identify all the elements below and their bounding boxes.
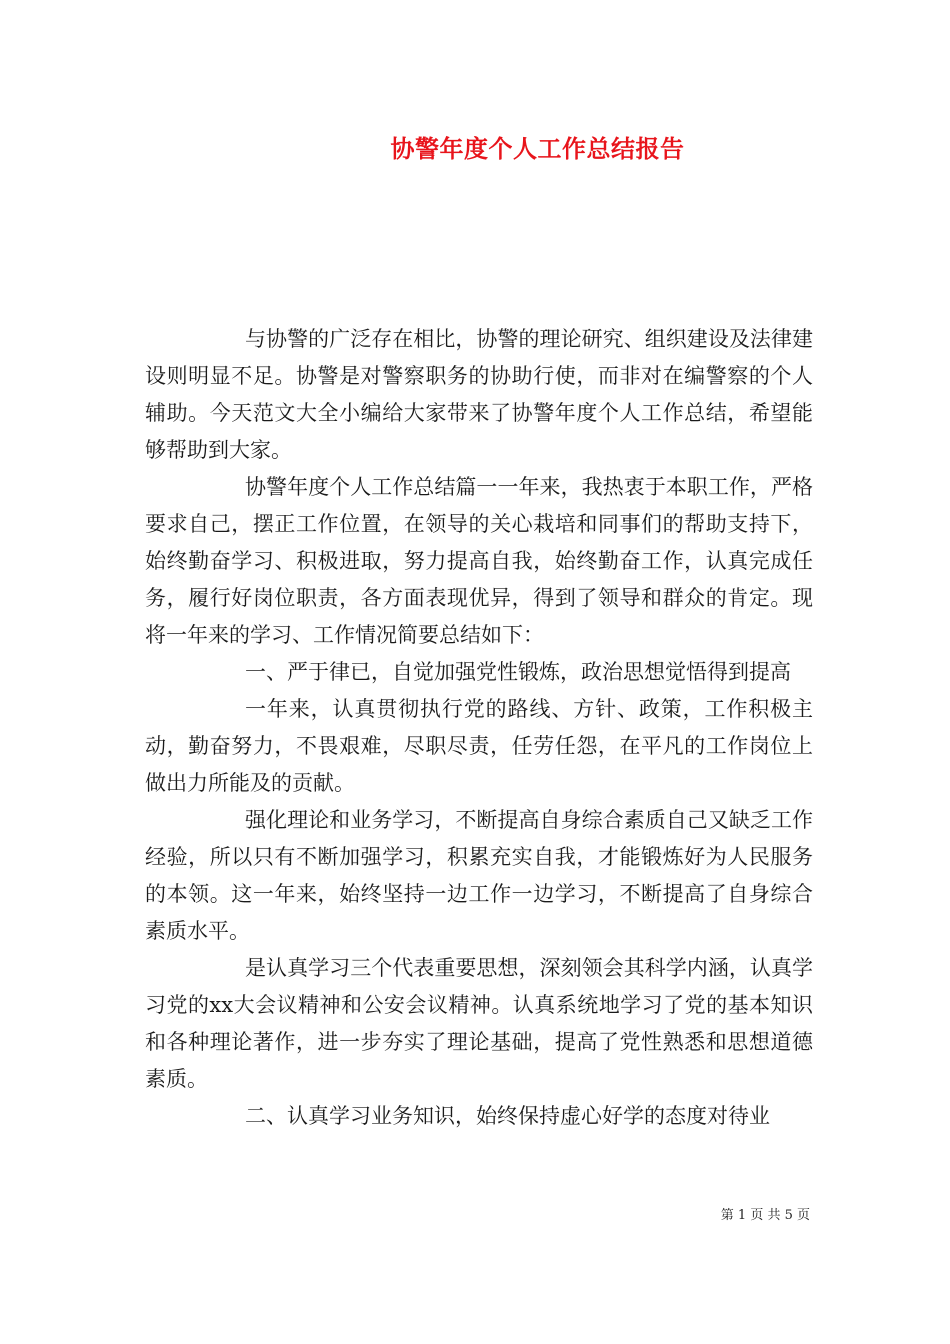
document-title: 协警年度个人工作总结报告	[390, 134, 685, 163]
page-number-footer: 第 1 页 共 5 页	[720, 1208, 810, 1223]
document-body	[145, 321, 813, 1135]
paragraph: 是认真学习三个代表重要思想，深刻领会其科学内涵，认真学习党的xx大会议精神和公安会议精神。认真系统地学习了党的基本知识和各种理论著作，进一步夯实了理论基础，提高了党性熟悉和思想道德素质。	[145, 956, 813, 1091]
paragraph: 一年来，认真贯彻执行党的路线、方针、政策，工作积极主动，勤奋努力，不畏艰难，尽职尽责，任劳任怨，在平凡的工作岗位上做出力所能及的贡献。	[145, 697, 813, 795]
paragraph: 与协警的广泛存在相比，协警的理论研究、组织建设及法律建设则明显不足。协警是对警察职务的协助行使，而非对在编警察的个人辅助。今天范文大全小编给大家带来了协警年度个人工作总结，希望能够帮助到大家。	[145, 327, 813, 462]
paragraph: 一、严于律已，自觉加强党性锻炼，政治思想觉悟得到提高	[245, 660, 791, 684]
paragraph: 二、认真学习业务知识，始终保持虚心好学的态度对待业	[245, 1104, 770, 1128]
paragraph: 强化理论和业务学习，不断提高自身综合素质自己又缺乏工作经验，所以只有不断加强学习，积累充实自我，才能锻炼好为人民服务的本领。这一年来，始终坚持一边工作一边学习，不断提高了自身综合素质水平。	[145, 808, 813, 943]
paragraph: 协警年度个人工作总结篇一一年来，我热衷于本职工作，严格要求自己，摆正工作位置，在领导的关心栽培和同事们的帮助支持下，始终勤奋学习、积极进取，努力提高自我，始终勤奋工作，认真完成任务，履行好岗位职责，各方面表现优异，得到了领导和群众的肯定。现将一年来的学习、工作情况简要总结如下：	[145, 475, 813, 647]
